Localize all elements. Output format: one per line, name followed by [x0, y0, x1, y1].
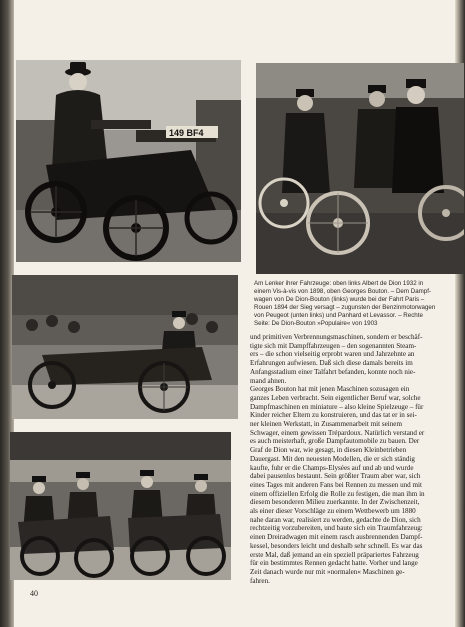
body-line: für ein bestimmtes Rennen gedacht hatte. Vorher und lange — [250, 559, 418, 568]
body-line: ner kleinen Werkstatt, in Zusammenarbeit mit seinem — [250, 420, 402, 429]
photo-caption — [254, 280, 459, 327]
photo-peugeot-panhard — [10, 432, 231, 580]
body-line: Kinder reicher Eltern zu konstruieren, und das tat er in sei- — [250, 411, 417, 420]
body-line: eines Tages mit anderen Fans bei Rennen zu messen und mit — [250, 480, 422, 489]
body-line: fahren. — [250, 576, 270, 585]
body-line: nahe daran war, realisiert zu werden, gedachte de Dion, sich — [250, 515, 421, 524]
body-line: als einer dieser Vorschläge zu einem Wettbewerb um 1880 — [250, 507, 416, 516]
page-number: 40 — [30, 589, 38, 598]
body-line: Erfahrungen aufwiesen. Daß sich diese damals bereits im — [250, 359, 413, 368]
body-text — [250, 333, 460, 585]
body-line: kaufte, fuhr er die Champs-Elysées auf und ab und wurde — [250, 463, 414, 472]
body-line: ganzes Leben verbracht. Sein eigentlicher Beruf war, solche — [250, 393, 421, 402]
license-plate: 149 BF4 — [169, 128, 204, 138]
photo-de-dion-bouton-steam-car — [12, 275, 238, 419]
body-line: erste Mal, daß jemand an ein speziell präpariertes Fahrzeug — [250, 550, 419, 559]
caption-line: Rouen 1894 der Sieg versagt – zugunsten der Benzinmotorwagen — [254, 303, 436, 311]
body-line: und primitiven Verbrennungsmaschinen, sondern er beschäf- — [250, 333, 423, 341]
body-line: diesem besonderen Milieu zuerkannte. In der Zwischenzeit, — [250, 498, 420, 507]
body-line: Graf de Dion war, wie gesagt, in diesen Kleinbetrieben — [250, 446, 407, 455]
body-line: es auch meisterhaft, große Dampfautomobile zu bauen. Der — [250, 437, 420, 446]
body-line: Schwager, einem gewissen Trépardoux. Natürlich verstand er — [250, 428, 425, 437]
body-line: Zeit danach wurde nur mit »normalen« Maschinen ge- — [250, 567, 405, 576]
caption-line: wagen von De Dion-Bouton (links) wurde bei der Fahrt Paris – — [254, 295, 425, 303]
body-line: mand ahnen. — [250, 376, 287, 385]
body-line: Georges Bouton hat mit jenen Maschinen sozusagen ein — [250, 385, 410, 394]
body-line: kessel, besonders leicht und deshalb sehr schnell. Es war das — [250, 541, 423, 550]
caption-line: Seite: De Dion-Bouton »Populaire« von 1903 — [254, 319, 378, 327]
body-line: einen Dreiradwagen mit einem rasch ausbrennenden Dampf- — [250, 533, 423, 542]
body-line: Anfangsstadium einer Talfahrt befanden, konnte noch nie- — [250, 367, 416, 376]
body-line: ers – die schon vielseitig erprobt waren und Jahrzehnte an — [250, 350, 415, 359]
body-line: einem offiziellen Erfolg die Rolle zu festigen, die man ihm in — [250, 489, 425, 498]
photo-albert-de-dion — [16, 60, 241, 262]
body-line: tigte sich mit Dampffahrzeugen – den sogenannten Steam- — [250, 341, 417, 350]
body-line: Dampfmaschinen en miniature – also kleine Spielzeuge – für — [250, 402, 424, 411]
photo-georges-bouton — [256, 63, 464, 274]
body-line: Dauergast. Mit den neuesten Modellen, die er sich ständig — [250, 454, 415, 463]
caption-line: einem Vis-à-vis von 1898, oben Georges Bouton. – Dem Dampf- — [254, 287, 432, 295]
body-line: dabei pausenlos bestaunt. Sein größter Traum aber war, sich — [250, 472, 421, 481]
body-line: rechtzeitig vorzubereiten, und baute sich ein Traumfahrzeug: — [250, 524, 423, 533]
caption-line: Am Lenker ihrer Fahrzeuge: oben links Albert de Dion 1932 in — [254, 280, 424, 287]
caption-line: von Peugeot (unten links) und Panhard et Levassor. – Rechte — [254, 311, 423, 319]
